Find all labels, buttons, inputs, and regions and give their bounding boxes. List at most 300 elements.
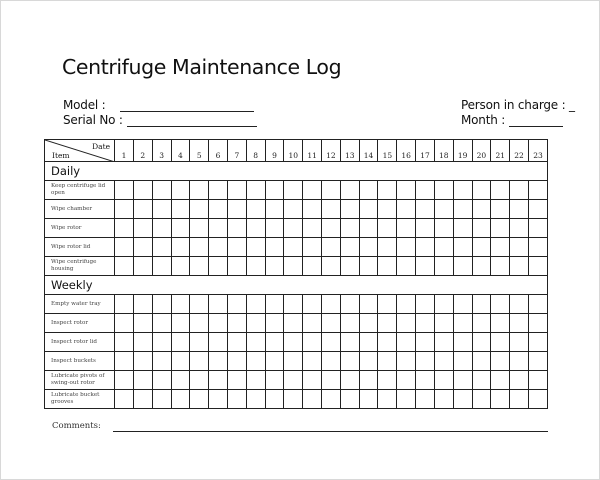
check-cell[interactable] [491,352,510,371]
check-cell[interactable] [227,200,246,219]
check-cell[interactable] [528,371,547,390]
check-cell[interactable] [397,200,416,219]
check-cell[interactable] [152,219,171,238]
check-cell[interactable] [416,390,435,409]
day-header: 23 [528,140,547,162]
model-input-line[interactable] [120,99,254,112]
check-cell[interactable] [453,352,472,371]
check-cell[interactable] [340,257,359,276]
check-cell[interactable] [528,200,547,219]
check-cell[interactable] [303,371,322,390]
check-cell[interactable] [133,390,152,409]
check-cell[interactable] [152,238,171,257]
check-cell[interactable] [528,257,547,276]
check-cell[interactable] [227,295,246,314]
check-cell[interactable] [491,257,510,276]
check-cell[interactable] [246,181,265,200]
day-header: 15 [378,140,397,162]
check-cell[interactable] [209,181,228,200]
check-cell[interactable] [284,295,303,314]
check-cell[interactable] [472,295,491,314]
check-cell[interactable] [133,295,152,314]
check-cell[interactable] [434,238,453,257]
check-cell[interactable] [115,371,134,390]
check-cell[interactable] [397,238,416,257]
check-cell[interactable] [359,333,378,352]
check-cell[interactable] [472,390,491,409]
check-cell[interactable] [453,200,472,219]
check-cell[interactable] [378,352,397,371]
check-cell[interactable] [115,238,134,257]
check-cell[interactable] [416,200,435,219]
check-cell[interactable] [133,219,152,238]
check-cell[interactable] [209,238,228,257]
day-header: 18 [434,140,453,162]
check-cell[interactable] [265,238,284,257]
check-cell[interactable] [491,181,510,200]
check-cell[interactable] [303,390,322,409]
check-cell[interactable] [359,257,378,276]
check-cell[interactable] [491,314,510,333]
check-cell[interactable] [340,333,359,352]
check-cell[interactable] [209,200,228,219]
check-cell[interactable] [472,333,491,352]
check-cell[interactable] [378,181,397,200]
day-header: 4 [171,140,190,162]
check-cell[interactable] [472,181,491,200]
check-cell[interactable] [472,352,491,371]
check-cell[interactable] [378,200,397,219]
check-cell[interactable] [265,390,284,409]
check-cell[interactable] [472,257,491,276]
day-header: 6 [209,140,228,162]
check-cell[interactable] [434,333,453,352]
check-cell[interactable] [453,238,472,257]
check-cell[interactable] [227,219,246,238]
check-cell[interactable] [171,238,190,257]
check-cell[interactable] [171,200,190,219]
check-cell[interactable] [152,371,171,390]
check-cell[interactable] [209,371,228,390]
check-cell[interactable] [152,181,171,200]
check-cell[interactable] [510,181,529,200]
check-cell[interactable] [303,181,322,200]
table-row [45,200,548,219]
check-cell[interactable] [472,238,491,257]
check-cell[interactable] [284,200,303,219]
model-label: Model : [63,98,106,112]
check-cell[interactable] [359,219,378,238]
check-cell[interactable] [284,238,303,257]
check-cell[interactable] [171,390,190,409]
check-cell[interactable] [152,257,171,276]
check-cell[interactable] [115,200,134,219]
check-cell[interactable] [472,371,491,390]
check-cell[interactable] [528,333,547,352]
check-cell[interactable] [322,371,341,390]
check-cell[interactable] [378,333,397,352]
check-cell[interactable] [528,295,547,314]
check-cell[interactable] [378,314,397,333]
table-row [45,333,548,352]
check-cell[interactable] [359,314,378,333]
check-cell[interactable] [434,257,453,276]
check-cell[interactable] [190,352,209,371]
check-cell[interactable] [171,371,190,390]
check-cell[interactable] [265,333,284,352]
check-cell[interactable] [209,257,228,276]
check-cell[interactable] [171,257,190,276]
check-cell[interactable] [115,390,134,409]
check-cell[interactable] [528,390,547,409]
check-cell[interactable] [359,181,378,200]
check-cell[interactable] [434,314,453,333]
check-cell[interactable] [491,371,510,390]
check-cell[interactable] [246,200,265,219]
check-cell[interactable] [246,314,265,333]
check-cell[interactable] [284,257,303,276]
check-cell[interactable] [190,333,209,352]
document-title: Centrifuge Maintenance Log [62,55,342,79]
day-header: 11 [303,140,322,162]
check-cell[interactable] [378,257,397,276]
check-cell[interactable] [115,295,134,314]
check-cell[interactable] [152,390,171,409]
check-cell[interactable] [209,295,228,314]
check-cell[interactable] [453,314,472,333]
check-cell[interactable] [115,181,134,200]
check-cell[interactable] [510,295,529,314]
check-cell[interactable] [434,352,453,371]
check-cell[interactable] [265,295,284,314]
check-cell[interactable] [133,352,152,371]
check-cell[interactable] [453,295,472,314]
day-header: 12 [322,140,341,162]
check-cell[interactable] [397,257,416,276]
check-cell[interactable] [246,295,265,314]
check-cell[interactable] [416,333,435,352]
check-cell[interactable] [227,314,246,333]
month-field [461,113,563,127]
check-cell[interactable] [434,390,453,409]
day-header: 19 [453,140,472,162]
check-cell[interactable] [115,219,134,238]
check-cell[interactable] [322,352,341,371]
day-header: 16 [397,140,416,162]
check-cell[interactable] [171,314,190,333]
check-cell[interactable] [171,333,190,352]
day-header: 21 [491,140,510,162]
check-cell[interactable] [209,314,228,333]
serial-label: Serial No : [63,113,123,127]
check-cell[interactable] [284,390,303,409]
check-cell[interactable] [209,352,228,371]
check-cell[interactable] [190,371,209,390]
check-cell[interactable] [303,314,322,333]
check-cell[interactable] [303,295,322,314]
check-cell[interactable] [453,257,472,276]
check-cell[interactable] [378,219,397,238]
serial-input-line[interactable] [127,114,257,127]
check-cell[interactable] [227,238,246,257]
table-row [45,238,548,257]
check-cell[interactable] [284,352,303,371]
check-cell[interactable] [340,181,359,200]
check-cell[interactable] [340,390,359,409]
check-cell[interactable] [227,333,246,352]
day-header: 3 [152,140,171,162]
table-row [45,257,548,276]
check-cell[interactable] [510,219,529,238]
check-cell[interactable] [340,295,359,314]
check-cell[interactable] [434,219,453,238]
check-cell[interactable] [265,314,284,333]
check-cell[interactable] [322,238,341,257]
check-cell[interactable] [322,295,341,314]
check-cell[interactable] [284,219,303,238]
check-cell[interactable] [416,238,435,257]
check-cell[interactable] [284,181,303,200]
check-cell[interactable] [340,238,359,257]
check-cell[interactable] [115,257,134,276]
check-cell[interactable] [340,219,359,238]
check-cell[interactable] [190,181,209,200]
check-cell[interactable] [190,219,209,238]
task-label: Inspect rotor lid [45,333,115,352]
check-cell[interactable] [303,257,322,276]
day-header: 22 [510,140,529,162]
check-cell[interactable] [152,333,171,352]
check-cell[interactable] [133,314,152,333]
check-cell[interactable] [303,238,322,257]
check-cell[interactable] [133,371,152,390]
check-cell[interactable] [265,200,284,219]
check-cell[interactable] [453,181,472,200]
check-cell[interactable] [246,390,265,409]
check-cell[interactable] [322,257,341,276]
check-cell[interactable] [491,200,510,219]
task-label: Lubricate bucket grooves [45,390,115,409]
date-item-header [45,140,115,162]
check-cell[interactable] [190,314,209,333]
check-cell[interactable] [133,257,152,276]
section-row-weekly [45,276,548,295]
month-input-line[interactable] [509,114,563,127]
check-cell[interactable] [265,257,284,276]
day-header: 2 [133,140,152,162]
check-cell[interactable] [209,219,228,238]
task-label: Wipe chamber [45,200,115,219]
comments-label: Comments: [52,421,101,431]
check-cell[interactable] [416,352,435,371]
month-label: Month : [461,113,506,127]
comments-input-line[interactable] [113,431,548,432]
check-cell[interactable] [510,238,529,257]
check-cell[interactable] [303,352,322,371]
table-row [45,181,548,200]
check-cell[interactable] [340,371,359,390]
check-cell[interactable] [491,390,510,409]
check-cell[interactable] [171,219,190,238]
check-cell[interactable] [510,200,529,219]
check-cell[interactable] [284,314,303,333]
check-cell[interactable] [190,238,209,257]
check-cell[interactable] [322,219,341,238]
check-cell[interactable] [209,333,228,352]
check-cell[interactable] [322,181,341,200]
check-cell[interactable] [265,219,284,238]
check-cell[interactable] [397,371,416,390]
check-cell[interactable] [510,371,529,390]
day-header: 17 [416,140,435,162]
check-cell[interactable] [359,238,378,257]
check-cell[interactable] [416,314,435,333]
maintenance-log-table [44,139,548,409]
check-cell[interactable] [453,333,472,352]
check-cell[interactable] [284,333,303,352]
check-cell[interactable] [416,371,435,390]
check-cell[interactable] [434,181,453,200]
day-header: 10 [284,140,303,162]
check-cell[interactable] [265,352,284,371]
check-cell[interactable] [209,390,228,409]
check-cell[interactable] [397,314,416,333]
check-cell[interactable] [265,181,284,200]
check-cell[interactable] [246,219,265,238]
check-cell[interactable] [491,295,510,314]
task-label: Wipe rotor lid [45,238,115,257]
item-label: Item [52,151,70,160]
check-cell[interactable] [434,295,453,314]
day-header: 1 [115,140,134,162]
check-cell[interactable] [340,314,359,333]
check-cell[interactable] [359,390,378,409]
check-cell[interactable] [359,295,378,314]
check-cell[interactable] [434,371,453,390]
check-cell[interactable] [152,352,171,371]
check-cell[interactable] [528,314,547,333]
check-cell[interactable] [510,257,529,276]
check-cell[interactable] [416,257,435,276]
check-cell[interactable] [190,257,209,276]
check-cell[interactable] [472,200,491,219]
check-cell[interactable] [284,371,303,390]
check-cell[interactable] [491,219,510,238]
check-cell[interactable] [359,371,378,390]
check-cell[interactable] [510,333,529,352]
check-cell[interactable] [152,295,171,314]
check-cell[interactable] [246,238,265,257]
table-row [45,295,548,314]
model-field [63,98,254,112]
check-cell[interactable] [190,200,209,219]
check-cell[interactable] [397,181,416,200]
check-cell[interactable] [133,181,152,200]
check-cell[interactable] [115,352,134,371]
check-cell[interactable] [171,295,190,314]
table-row [45,219,548,238]
check-cell[interactable] [303,219,322,238]
check-cell[interactable] [472,314,491,333]
check-cell[interactable] [397,219,416,238]
day-header: 5 [190,140,209,162]
check-cell[interactable] [171,352,190,371]
check-cell[interactable] [246,352,265,371]
check-cell[interactable] [453,390,472,409]
check-cell[interactable] [322,200,341,219]
check-cell[interactable] [133,333,152,352]
check-cell[interactable] [133,238,152,257]
check-cell[interactable] [265,371,284,390]
check-cell[interactable] [171,181,190,200]
check-cell[interactable] [303,333,322,352]
check-cell[interactable] [190,390,209,409]
check-cell[interactable] [227,371,246,390]
check-cell[interactable] [359,200,378,219]
check-cell[interactable] [133,200,152,219]
check-cell[interactable] [115,333,134,352]
check-cell[interactable] [359,352,378,371]
check-cell[interactable] [246,333,265,352]
check-cell[interactable] [416,181,435,200]
check-cell[interactable] [340,200,359,219]
check-cell[interactable] [397,333,416,352]
check-cell[interactable] [303,200,322,219]
day-header: 8 [246,140,265,162]
check-cell[interactable] [227,257,246,276]
check-cell[interactable] [378,390,397,409]
section-label: Daily [45,162,548,181]
check-cell[interactable] [510,314,529,333]
check-cell[interactable] [246,257,265,276]
check-cell[interactable] [472,219,491,238]
check-cell[interactable] [152,314,171,333]
check-cell[interactable] [246,371,265,390]
check-cell[interactable] [322,333,341,352]
check-cell[interactable] [528,352,547,371]
check-cell[interactable] [397,352,416,371]
check-cell[interactable] [397,390,416,409]
check-cell[interactable] [416,295,435,314]
check-cell[interactable] [453,219,472,238]
check-cell[interactable] [378,238,397,257]
check-cell[interactable] [510,352,529,371]
check-cell[interactable] [152,200,171,219]
table-row [45,390,548,409]
check-cell[interactable] [378,371,397,390]
check-cell[interactable] [227,181,246,200]
check-cell[interactable] [528,181,547,200]
check-cell[interactable] [453,371,472,390]
check-cell[interactable] [322,314,341,333]
check-cell[interactable] [378,295,397,314]
check-cell[interactable] [510,390,529,409]
check-cell[interactable] [528,238,547,257]
check-cell[interactable] [416,219,435,238]
check-cell[interactable] [397,295,416,314]
day-header: 9 [265,140,284,162]
check-cell[interactable] [115,314,134,333]
check-cell[interactable] [491,238,510,257]
check-cell[interactable] [227,352,246,371]
check-cell[interactable] [190,295,209,314]
check-cell[interactable] [227,390,246,409]
check-cell[interactable] [322,390,341,409]
check-cell[interactable] [340,352,359,371]
check-cell[interactable] [434,200,453,219]
check-cell[interactable] [491,333,510,352]
check-cell[interactable] [528,219,547,238]
